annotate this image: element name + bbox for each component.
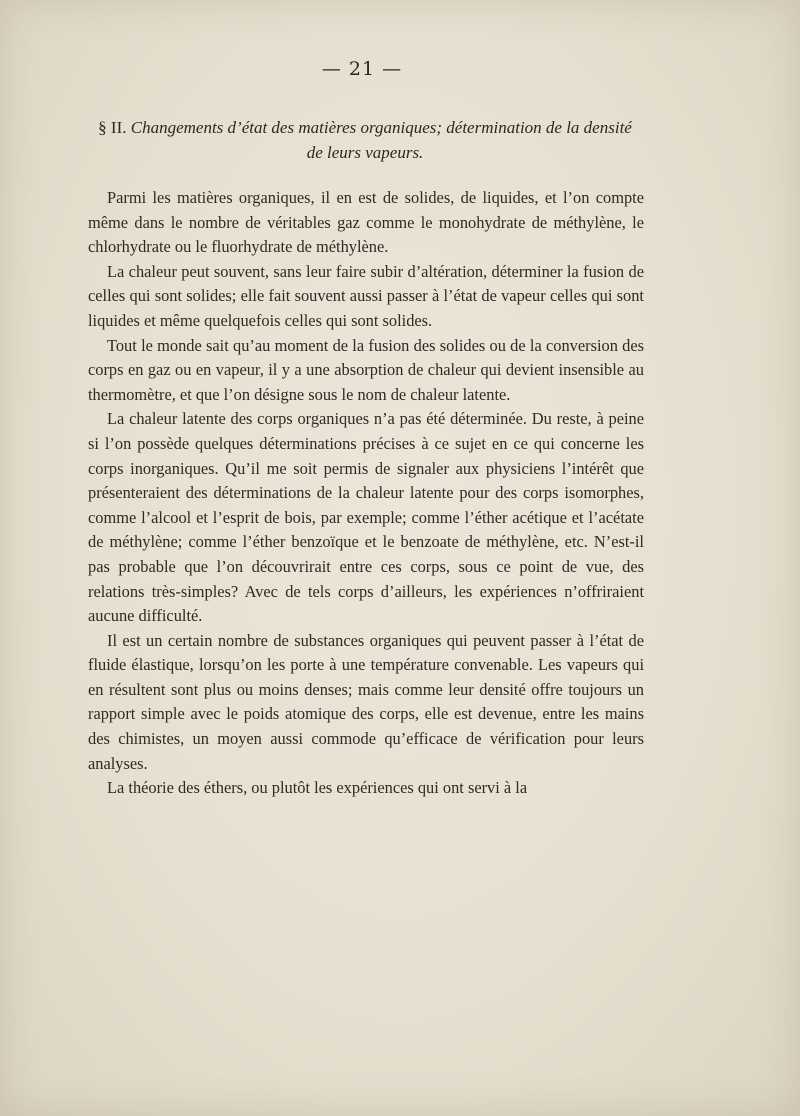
paragraph: La chaleur latente des corps organiques n’a pas été déterminée. Du reste, à peine si l’on possède quelques déterminations précises à ce sujet en ce qui concerne les corps inorganiques. Qu’il me soit permis de signaler aux physiciens l’intérêt que présenteraient des déterminations de la chaleur latente pour des corps isomorphes, comme l’alcool et l’esprit de bois, par exemple; comme l’éther acétique et l’acétate de méthylène; comme l’éther benzoïque et le benzoate de méthylène, etc. N’est-il pas probable que l’on découvrirait entre ces corps, sous ce point de vue, des relations très-simples? Avec de tels corps d’ailleurs, les expériences n’offriraient aucune difficulté. [88,409,644,626]
section-mark: § II. [98,118,127,137]
paragraph: Il est un certain nombre de substances organiques qui peuvent passer à l’état de fluide élastique, lorsqu’on les porte à une température convenable. Les vapeurs qui en résultent sont plus ou moins denses; mais comme leur densité offre toujours un rapport simple avec le poids atomique des corps, elle est devenue, entre les mains des chimistes, un moyen aussi commode qu’efficace de vérification pour leurs analyses. [88,630,644,773]
paragraph: Tout le monde sait qu’au moment de la fusion des solides ou de la conversion des corps en gaz ou en vapeur, il y a une absorption de chaleur qui devient insensible au thermomètre, et que l’on désigne sous le nom de chaleur latente. [88,335,644,404]
page-number: — 21 — [321,58,403,80]
paragraph: Parmi les matières organiques, il en est de solides, de liquides, et l’on compte même dans le nombre de véritables gaz comme le monohydrate de méthylène, le chlorhydrate ou le fluorhydrate de méthylène. [88,188,644,257]
body-text [88,186,644,801]
paragraph: La théorie des éthers, ou plutôt les expériences qui ont servi à la [107,778,528,798]
section-title: Changements d’état des matières organiques; détermination de la densité de leurs vapeurs. [130,118,632,162]
paragraph: La chaleur peut souvent, sans leur faire subir d’altération, déterminer la fusion de celles qui sont solides; elle fait souvent aussi passer à l’état de vapeur celles qui sont liquides et même quelquefois celles qui sont solides. [88,261,644,330]
section-heading [95,115,635,165]
